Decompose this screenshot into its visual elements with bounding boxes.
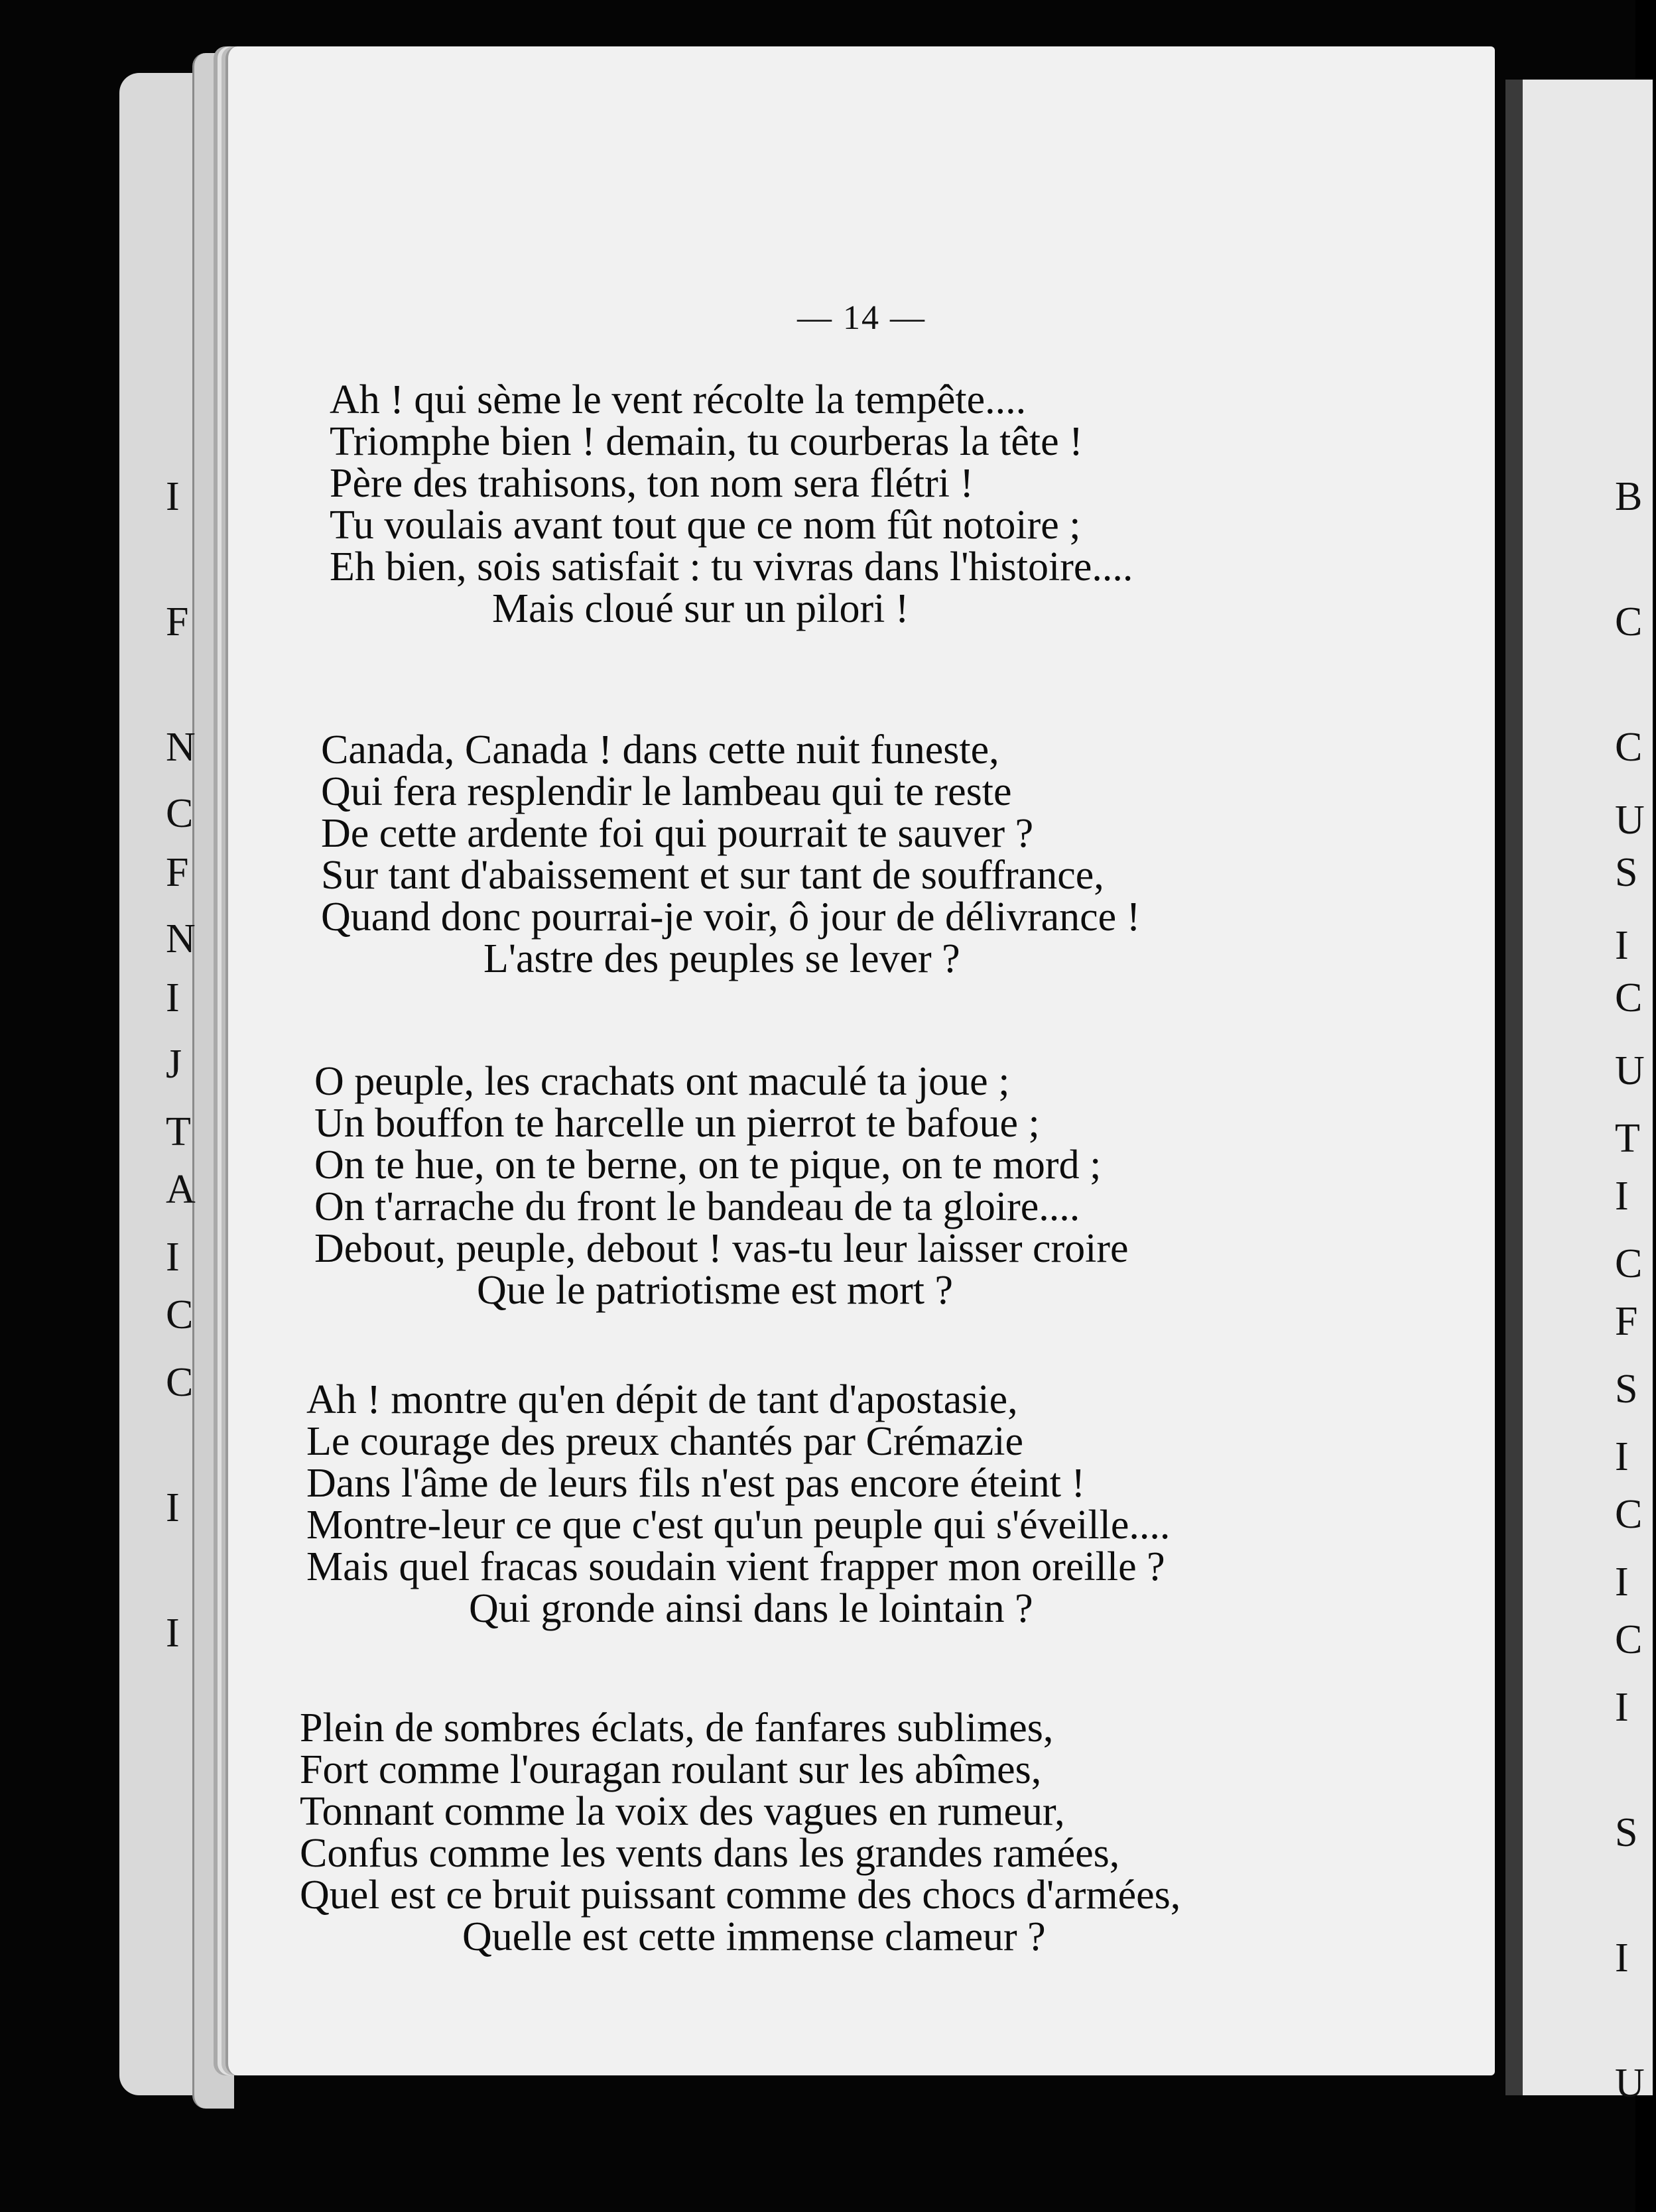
page-number: — 14 — (797, 299, 926, 337)
fragment-letter: C (1615, 1617, 1643, 1662)
fragment-letter: F (166, 599, 189, 645)
verse-refrain-line: Quelle est cette immense clameur ? (462, 1914, 1046, 1959)
fragment-letter: I (1615, 1174, 1629, 1219)
verse-refrain-line: Mais cloué sur un pilori ! (492, 586, 909, 631)
verse-line: On te hue, on te berne, on te pique, on te mord ; (314, 1142, 1102, 1188)
verse-line: Qui fera resplendir le lambeau qui te reste (321, 769, 1012, 814)
verse-line: Un bouffon te harcelle un pierrot te bafoue ; (314, 1101, 1040, 1146)
fragment-letter: I (1615, 923, 1629, 968)
fragment-letter: F (166, 850, 189, 895)
stanza-2 (321, 729, 1140, 980)
fragment-letter: C (1615, 599, 1643, 645)
verse-line: Le courage des preux chantés par Crémazie (306, 1419, 1024, 1464)
verse-line: O peuple, les crachats ont maculé ta joue ; (314, 1059, 1010, 1104)
verse-line: Triomphe bien ! demain, tu courberas la tête ! (330, 419, 1083, 464)
verse-line: Tu voulais avant tout que ce nom fût notoire ; (330, 503, 1081, 548)
verse-line: Debout, peuple, debout ! vas-tu leur laisser croire (314, 1226, 1129, 1271)
verse-line: Dans l'âme de leurs fils n'est pas encore éteint ! (306, 1461, 1086, 1506)
verse-line: De cette ardente foi qui pourrait te sauver ? (321, 811, 1034, 856)
fragment-letter: I (166, 474, 180, 519)
verse-refrain-line: Qui gronde ainsi dans le lointain ? (469, 1586, 1033, 1631)
verse-line: Tonnant comme la voix des vagues en rumeur, (300, 1789, 1065, 1834)
stanza-5 (300, 1707, 1180, 1958)
verse-line: Mais quel fracas soudain vient frapper mon oreille ? (306, 1544, 1165, 1589)
fragment-letter: I (1615, 1936, 1629, 1981)
fragment-letter: U (1615, 2061, 1645, 2106)
fragment-letter: S (1615, 1810, 1638, 1855)
stanza-3 (314, 1061, 1129, 1312)
fragment-letter: N (166, 725, 196, 770)
fragment-letter: C (166, 1292, 194, 1337)
fragment-letter: C (1615, 975, 1643, 1020)
left-margin-fragments-3 (166, 1028, 207, 1738)
verse-refrain-line: L'astre des peuples se lever ? (483, 936, 960, 981)
verse-line: Eh bien, sois satisfait : tu vivras dans l'histoire.... (330, 544, 1133, 589)
verse-refrain-line: Que le patriotisme est mort ? (477, 1268, 953, 1313)
fragment-letter: U (1615, 1048, 1645, 1093)
verse-line: Quel est ce bruit puissant comme des chocs d'armées, (300, 1873, 1181, 1918)
verse-line: Confus comme les vents dans les grandes ramées, (300, 1831, 1120, 1876)
fragment-letter: U (1615, 798, 1645, 843)
fragment-letter: C (1615, 725, 1643, 770)
fragment-letter: I (166, 1485, 180, 1530)
fragment-letter: I (166, 975, 180, 1020)
fragment-letter: C (166, 1360, 194, 1405)
fragment-letter: I (1615, 1560, 1629, 1605)
verse-line: Ah ! qui sème le vent récolte la tempête.... (330, 377, 1027, 422)
fragment-letter: I (1615, 1434, 1629, 1479)
fragment-letter: A (166, 1167, 196, 1212)
fragment-letter: I (1615, 1685, 1629, 1730)
fragment-letter: C (1615, 1241, 1643, 1286)
verse-line: Père des trahisons, ton nom sera flétri ! (330, 461, 974, 506)
verse-line: Sur tant d'abaissement et sur tant de souffrance, (321, 853, 1104, 898)
fragment-letter: S (1615, 1367, 1638, 1412)
fragment-letter: T (1615, 1116, 1640, 1161)
fragment-letter: I (166, 1611, 180, 1656)
fragment-letter: T (166, 1109, 191, 1154)
book-page (225, 46, 1495, 2075)
stanza-4 (306, 1379, 1170, 1630)
verse-line: On t'arrache du front le bandeau de ta gloire.... (314, 1184, 1080, 1229)
fragment-letter: B (1615, 474, 1643, 519)
verse-line: Canada, Canada ! dans cette nuit funeste, (321, 727, 999, 772)
fragment-letter: S (1615, 850, 1638, 895)
verse-line: Montre-leur ce que c'est qu'un peuple qui s'éveille.... (306, 1503, 1171, 1548)
fragment-letter: J (166, 1042, 182, 1087)
fragment-letter: I (166, 1235, 180, 1280)
fragment-letter: C (1615, 1492, 1643, 1537)
fragment-letter: C (166, 791, 194, 836)
verse-line: Quand donc pourrai-je voir, ô jour de délivrance ! (321, 894, 1141, 940)
right-margin-fragments-4 (1615, 1353, 1656, 2188)
verse-line: Fort comme l'ouragan roulant sur les abîmes, (300, 1747, 1042, 1792)
stanza-1 (330, 379, 1133, 630)
fragment-letter: F (1615, 1299, 1638, 1344)
verse-line: Plein de sombres éclats, de fanfares sublimes, (300, 1705, 1054, 1751)
fragment-letter: N (166, 916, 196, 961)
verse-line: Ah ! montre qu'en dépit de tant d'apostasie, (306, 1377, 1018, 1422)
